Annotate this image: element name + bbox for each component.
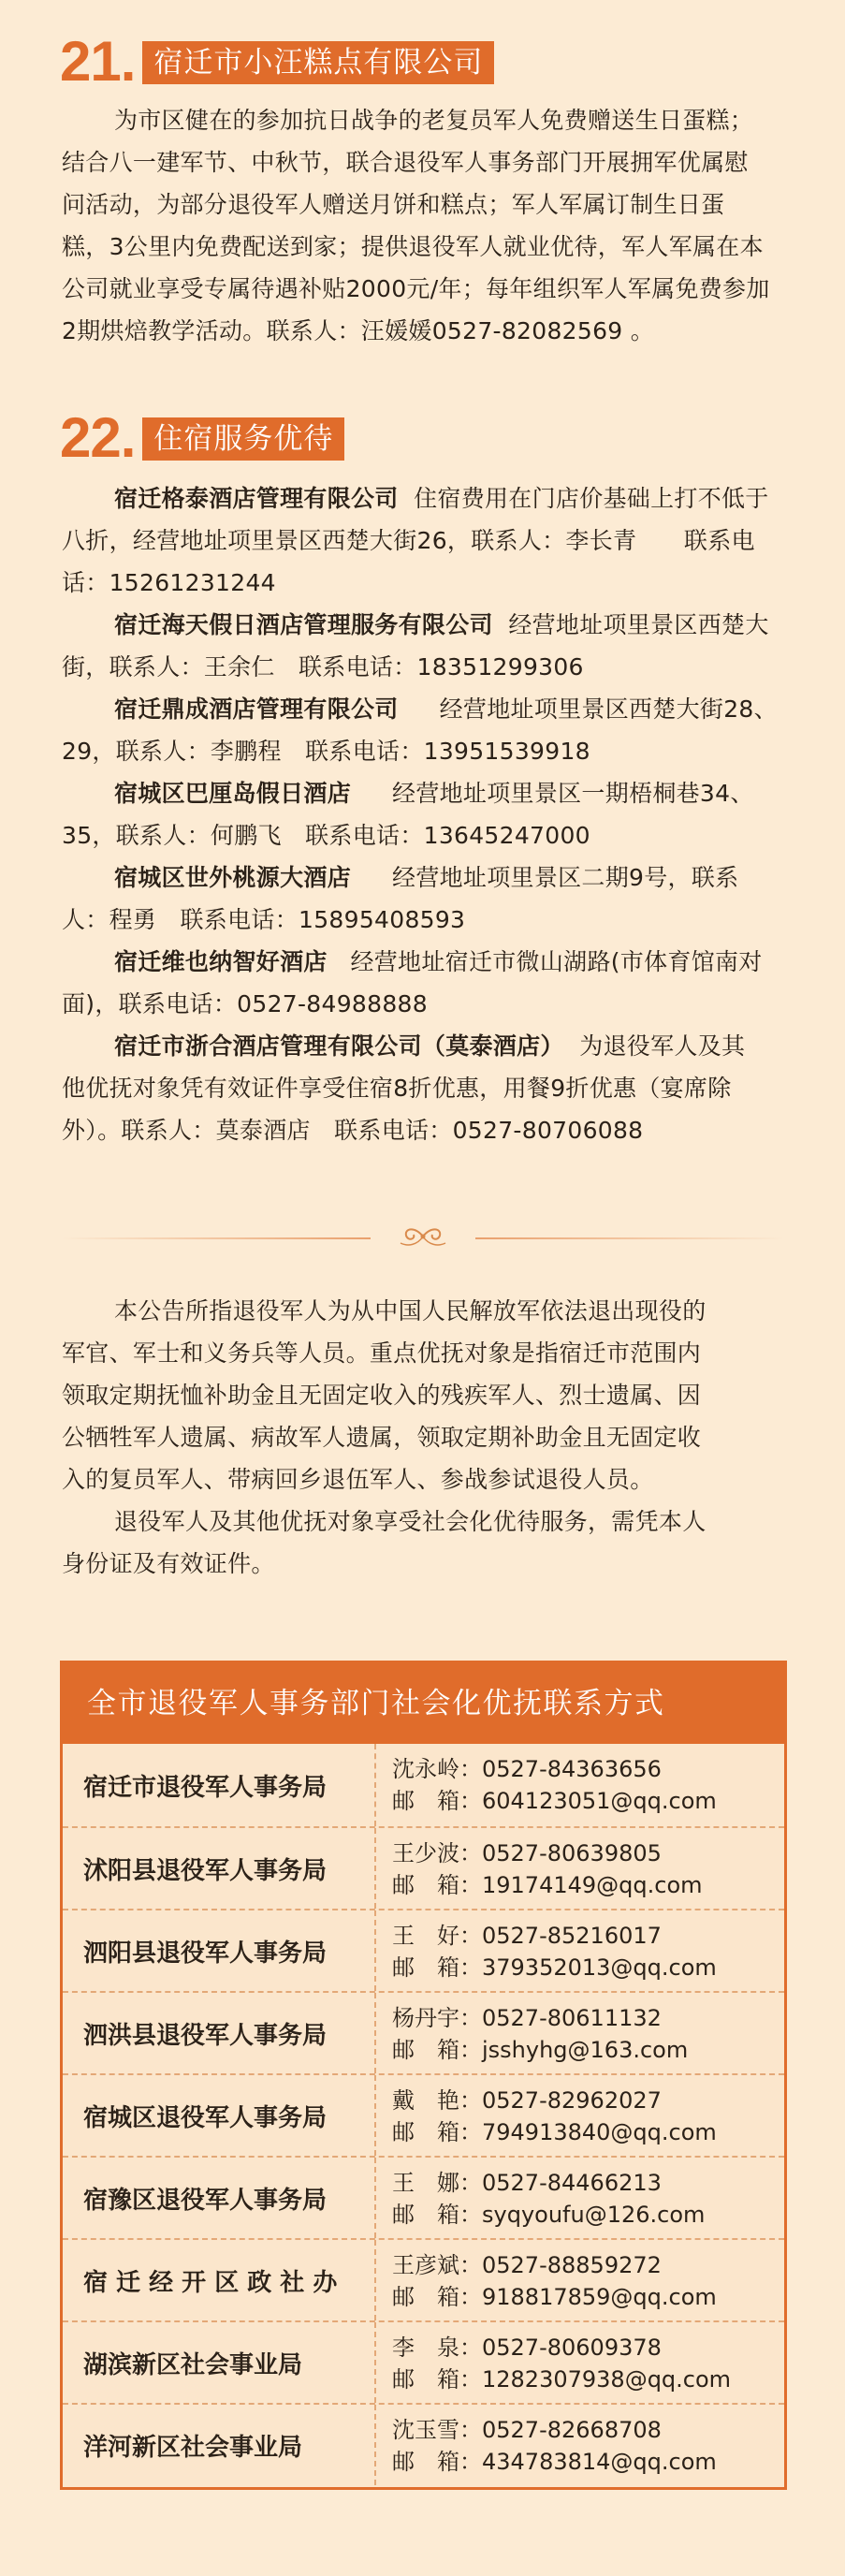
divider-rule-right xyxy=(475,1237,784,1239)
ornament-divider xyxy=(62,1217,784,1254)
contact-info xyxy=(392,2167,779,2231)
hotel-entry xyxy=(62,856,784,899)
dept-name: 宿迁市退役军人事务局 xyxy=(63,1744,376,1826)
hotel-detail: 为退役军人及其 xyxy=(579,1032,746,1060)
hotel-name: 宿城区世外桃源大酒店 xyxy=(114,864,352,891)
contact-phone: 李 泉：0527-80609378 xyxy=(392,2334,662,2361)
hotel-entry xyxy=(62,604,784,646)
hotel-detail: 经营地址项里景区二期9号，联系 xyxy=(392,864,739,891)
hotel-detail: 住宿费用在门店价基础上打不低于 xyxy=(414,485,769,512)
hotel-detail: 经营地址项里景区一期梧桐巷34、 xyxy=(392,780,754,807)
dept-name: 泗阳县退役军人事务局 xyxy=(63,1910,376,1991)
section-22-number: 22. xyxy=(60,406,136,469)
hotel-name: 宿城区巴厘岛假日酒店 xyxy=(114,780,352,807)
notice-line: 入的复员军人、带病回乡退伍军人、参战参试退役人员。 xyxy=(62,1466,654,1493)
hotel-name: 宿迁市浙合酒店管理有限公司（莫泰酒店） xyxy=(114,1032,564,1060)
contact-email: 邮 箱：1282307938@qq.com xyxy=(392,2366,732,2393)
contact-phone: 王彦斌：0527-88859272 xyxy=(392,2252,662,2278)
section-22-body xyxy=(62,477,784,1151)
table-row xyxy=(63,1826,784,1909)
table-row xyxy=(63,2403,784,2485)
notice-line: 公牺牲军人遗属、病故军人遗属，领取定期补助金且无固定收 xyxy=(62,1424,702,1451)
notice-line: 退役军人及其他优抚对象享受社会化优待服务，需凭本人 xyxy=(114,1508,707,1535)
dept-name: 沭阳县退役军人事务局 xyxy=(63,1828,376,1909)
section-21-line: 2期烘焙教学活动。联系人：汪媛媛0527-82082569 。 xyxy=(62,317,655,344)
section-21-title: 宿迁市小汪糕点有限公司 xyxy=(142,41,494,84)
contact-info xyxy=(392,2414,779,2478)
contact-email: 邮 箱：379352013@qq.com xyxy=(392,1954,717,1981)
hotel-detail: 经营地址项里景区西楚大街28、 xyxy=(439,695,778,723)
hotel-entry xyxy=(62,477,784,520)
section-22-title: 住宿服务优待 xyxy=(142,417,344,461)
contact-info xyxy=(392,1920,779,1983)
contact-phone: 戴 艳：0527-82962027 xyxy=(392,2087,662,2114)
contact-email: 邮 箱：syqyoufu@126.com xyxy=(392,2202,706,2228)
flourish-icon xyxy=(395,1222,451,1251)
hotel-name: 宿迁鼎成酒店管理有限公司 xyxy=(114,695,399,723)
contact-email: 邮 箱：794913840@qq.com xyxy=(392,2119,717,2145)
dept-name: 宿城区退役军人事务局 xyxy=(63,2075,376,2156)
dept-name: 湖滨新区社会事业局 xyxy=(63,2322,376,2403)
hotel-detail-line: 他优抚对象凭有效证件享受住宿8折优惠，用餐9折优惠（宴席除 xyxy=(62,1075,732,1102)
contact-email: 邮 箱：jsshyhg@163.com xyxy=(392,2037,689,2063)
section-22-header xyxy=(60,401,344,469)
hotel-detail-line: 话：15261231244 xyxy=(62,569,276,596)
contact-email: 邮 箱：19174149@qq.com xyxy=(392,1872,703,1898)
table-row xyxy=(63,1991,784,2073)
table-row xyxy=(63,2320,784,2403)
section-21-line: 糕，3公里内免费配送到家；提供退役军人就业优待，军人军属在本 xyxy=(62,233,764,260)
dept-name: 宿豫区退役军人事务局 xyxy=(63,2158,376,2238)
contact-table-title: 全市退役军人事务部门社会化优抚联系方式 xyxy=(63,1663,784,1744)
notice-line: 身份证及有效证件。 xyxy=(62,1550,275,1577)
table-row xyxy=(63,2073,784,2156)
contact-email: 邮 箱：604123051@qq.com xyxy=(392,1788,717,1814)
contact-phone: 王 好：0527-85216017 xyxy=(392,1923,662,1949)
table-row xyxy=(63,1744,784,1826)
contact-table-body xyxy=(63,1744,784,2485)
notice-body xyxy=(62,1290,784,1585)
contact-table xyxy=(60,1661,787,2490)
section-21-line: 公司就业享受专属待遇补贴2000元/年；每年组织军人军属免费参加 xyxy=(62,275,770,302)
contact-info xyxy=(392,2332,779,2395)
contact-info xyxy=(392,1753,779,1817)
section-21-number: 21. xyxy=(60,30,136,93)
contact-phone: 沈永岭：0527-84363656 xyxy=(392,1756,662,1782)
contact-info xyxy=(392,1837,779,1901)
section-21-line: 问活动，为部分退役军人赠送月饼和糕点；军人军属订制生日蛋 xyxy=(62,191,725,218)
contact-info xyxy=(392,2085,779,2148)
hotel-name: 宿迁格泰酒店管理有限公司 xyxy=(114,485,399,512)
section-21-line: 为市区健在的参加抗日战争的老复员军人免费赠送生日蛋糕； xyxy=(114,107,754,134)
hotel-entry xyxy=(62,941,784,983)
dept-name: 泗洪县退役军人事务局 xyxy=(63,1993,376,2073)
hotel-name: 宿迁维也纳智好酒店 xyxy=(114,948,328,975)
hotel-detail: 经营地址项里景区西楚大 xyxy=(508,611,769,638)
notice-line: 军官、军士和义务兵等人员。重点优抚对象是指宿迁市范围内 xyxy=(62,1339,702,1367)
contact-info xyxy=(392,2002,779,2066)
table-row xyxy=(63,2238,784,2320)
hotel-detail-line: 面)，联系电话：0527-84988888 xyxy=(62,990,428,1017)
contact-phone: 沈玉雪：0527-82668708 xyxy=(392,2417,662,2443)
hotel-detail: 经营地址宿迁市微山湖路(市体育馆南对 xyxy=(350,948,763,975)
contact-phone: 杨丹宇：0527-80611132 xyxy=(392,2005,662,2031)
hotel-detail-line: 人：程勇 联系电话：15895408593 xyxy=(62,906,466,933)
hotel-detail-line: 35，联系人：何鹏飞 联系电话：13645247000 xyxy=(62,822,590,849)
hotel-detail-line: 外）。联系人：莫泰酒店 联系电话：0527-80706088 xyxy=(62,1117,644,1144)
contact-email: 邮 箱：434783814@qq.com xyxy=(392,2449,717,2475)
section-21-body xyxy=(62,99,784,352)
hotel-name: 宿迁海天假日酒店管理服务有限公司 xyxy=(114,611,493,638)
contact-email: 邮 箱：918817859@qq.com xyxy=(392,2284,717,2310)
hotel-entry xyxy=(62,1025,784,1067)
notice-line: 本公告所指退役军人为从中国人民解放军依法退出现役的 xyxy=(114,1297,707,1325)
hotel-detail-line: 街，联系人：王余仁 联系电话：18351299306 xyxy=(62,653,584,681)
contact-phone: 王少波：0527-80639805 xyxy=(392,1840,662,1866)
hotel-detail-line: 29，联系人：李鹏程 联系电话：13951539918 xyxy=(62,738,590,765)
table-row xyxy=(63,1909,784,1991)
dept-name: 宿 迁 经 开 区 政 社 办 xyxy=(63,2240,376,2320)
hotel-detail-line: 八折，经营地址项里景区西楚大街26，联系人：李长青 联系电 xyxy=(62,527,755,554)
section-21-header xyxy=(60,24,494,93)
section-21-line: 结合八一建军节、中秋节，联合退役军人事务部门开展拥军优属慰 xyxy=(62,149,749,176)
contact-info xyxy=(392,2249,779,2313)
contact-phone: 王 娜：0527-84466213 xyxy=(392,2170,662,2196)
notice-line: 领取定期抚恤补助金且无固定收入的残疾军人、烈士遗属、因 xyxy=(62,1382,702,1409)
hotel-entry xyxy=(62,772,784,814)
divider-rule-left xyxy=(62,1237,371,1239)
hotel-entry xyxy=(62,688,784,730)
dept-name: 洋河新区社会事业局 xyxy=(63,2405,376,2485)
table-row xyxy=(63,2156,784,2238)
